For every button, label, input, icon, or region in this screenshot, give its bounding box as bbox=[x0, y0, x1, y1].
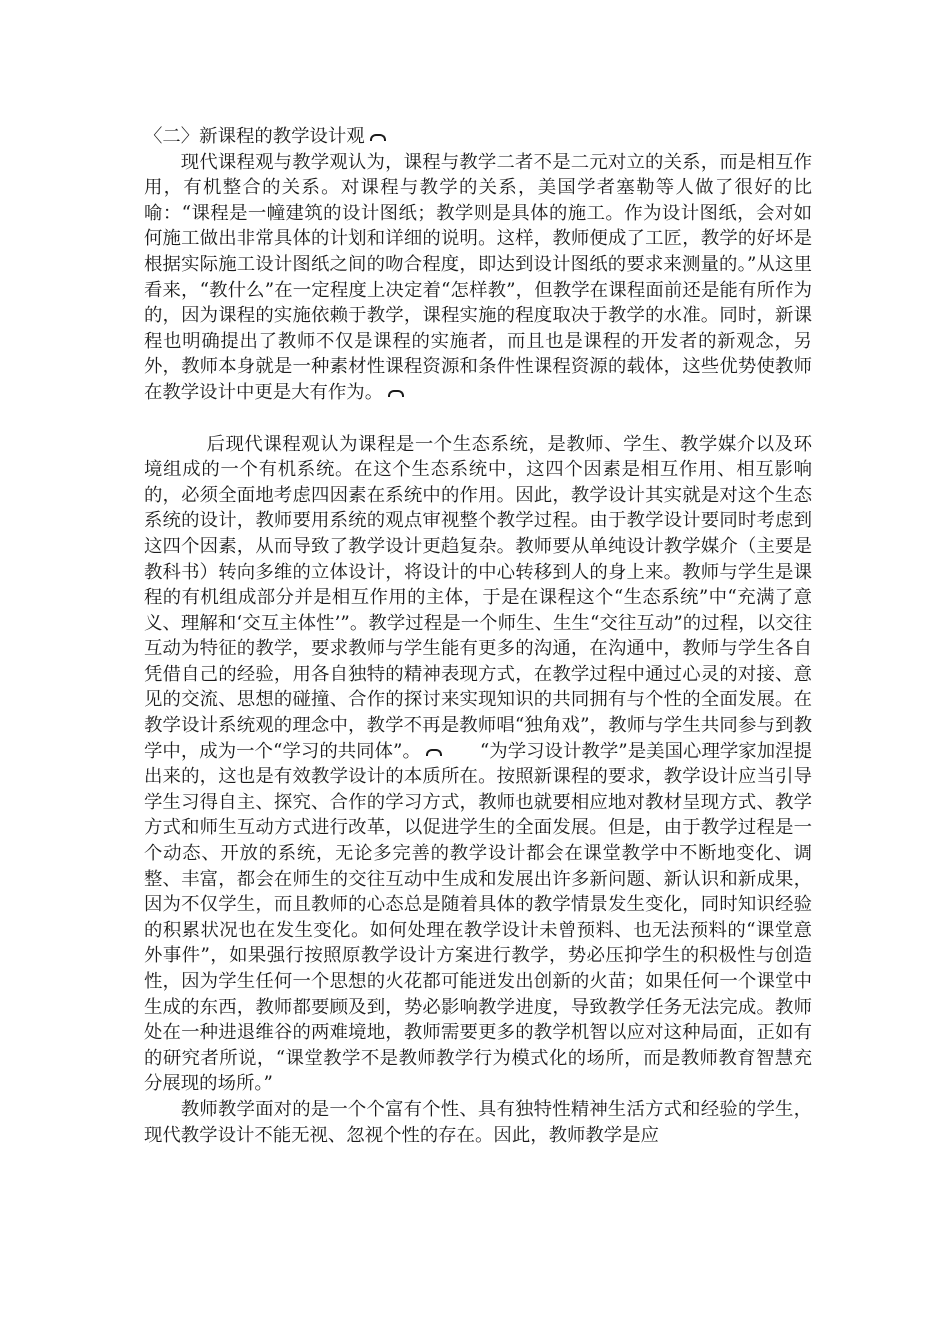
paragraph-mark-icon bbox=[425, 747, 443, 757]
paragraph-2-text: 后现代课程观认为课程是一个生态系统，是教师、学生、教学媒介以及环境组成的一个有机系统。在这个生态系统中，这四个因素是相互作用、相互影响的，必须全面地考虑四因素在系统中的作用。因此，教学设计其实就是对这个生态系统的设计，教师要用系统的观点审视整个教学过程。由于教学设计要同时考虑到这四个因素，从而导致了教学设计更趋复杂。教师要从单纯设计教学媒介（主要是教科书）转向多维的立体设计，将设计的中心转移到人的身上来。教师与学生是课程的有机组成部分并是相互作用的主体，于是在课程这个“生态系统”中“充满了意义、理解和‘交互主体性’”。教学过程是一个师生、生生“交往互动”的过程，以交往互动为特征的教学，要求教师与学生能有更多的沟通，在沟通中，教师与学生各自凭借自己的经验，用各自独特的精神表现方式，在教学过程中通过心灵的对接、意见的交流、思想的碰撞、合作的探讨来实现知识的共同拥有与个性的全面发展。在教学设计系统观的理念中，教学不再是教师唱“独角戏”，教师与学生共同参与到教学中，成为一个“学习的共同体”。 bbox=[144, 433, 812, 762]
section-heading bbox=[144, 124, 812, 150]
paragraph-2 bbox=[144, 432, 812, 1097]
paragraph-4-text: 教师教学面对的是一个个富有个性、具有独特性精神生活方式和经验的学生，现代教学设计不能无视、忽视个性的存在。因此，教师教学是应 bbox=[144, 1098, 812, 1146]
paragraph-1 bbox=[144, 150, 812, 406]
paragraph-3-text: “为学习设计教学”是美国心理学家加涅提出来的，这也是有效教学设计的本质所在。按照新课程的要求，教学设计应当引导学生习得自主、探究、合作的学习方式，教师也就要相应地对教材呈现方式、教学方式和师生互动方式进行改革，以促进学生的全面发展。但是，由于教学过程是一个动态、开放的系统，无论多完善的教学设计都会在课堂教学中不断地变化、调整、丰富，都会在师生的交往互动中生成和发展出许多新问题、新认识和新成果，因为不仅学生，而且教师的心态总是随着具体的教学情景发生变化，同时知识经验的积累状况也在发生变化。如何处理在教学设计未曾预料、也无法预料的“课堂意外事件”，如果强行按照原教学设计方案进行教学，势必压抑学生的积极性与创造性，因为学生任何一个思想的火花都可能迸发出创新的火苗；如果任何一个课堂中生成的东西，教师都要顾及到，势必影响教学进度，导致教学任务无法完成。教师处在一种进退维谷的两难境地，教师需要更多的教学机智以应对这种局面，正如有的研究者所说，“课堂教学不是教师教学行为模式化的场所，而是教师教育智慧充分展现的场所。” bbox=[144, 740, 812, 1095]
document-body bbox=[144, 124, 812, 1148]
blank-line bbox=[144, 406, 812, 432]
paragraph-1-text: 现代课程观与教学观认为，课程与教学二者不是二元对立的关系，而是相互作用，有机整合的关系。对课程与教学的关系，美国学者塞勒等人做了很好的比喻：“课程是一幢建筑的设计图纸；教学则是具体的施工。作为设计图纸，会对如何施工做出非常具体的计划和详细的说明。这样，教师便成了工匠，教学的好坏是根据实际施工设计图纸之间的吻合程度，即达到设计图纸的要求来测量的。”从这里看来，“教什么”在一定程度上决定着“怎样教”，但教学在课程面前还是能有所作为的，因为课程的实施依赖于教学，课程实施的程度取决于教学的水准。同时，新课程也明确提出了教师不仅是课程的实施者，而且也是课程的开发者的新观念，另外，教师本身就是一种素材性课程资源和条件性课程资源的载体，这些优势使教师在教学设计中更是大有作为。 bbox=[144, 151, 812, 403]
paragraph-mark-icon bbox=[387, 388, 405, 398]
paragraph-mark-icon bbox=[369, 132, 387, 142]
paragraph-4 bbox=[144, 1097, 812, 1148]
section-heading-text: 〈二〉新课程的教学设计观 bbox=[144, 126, 365, 147]
